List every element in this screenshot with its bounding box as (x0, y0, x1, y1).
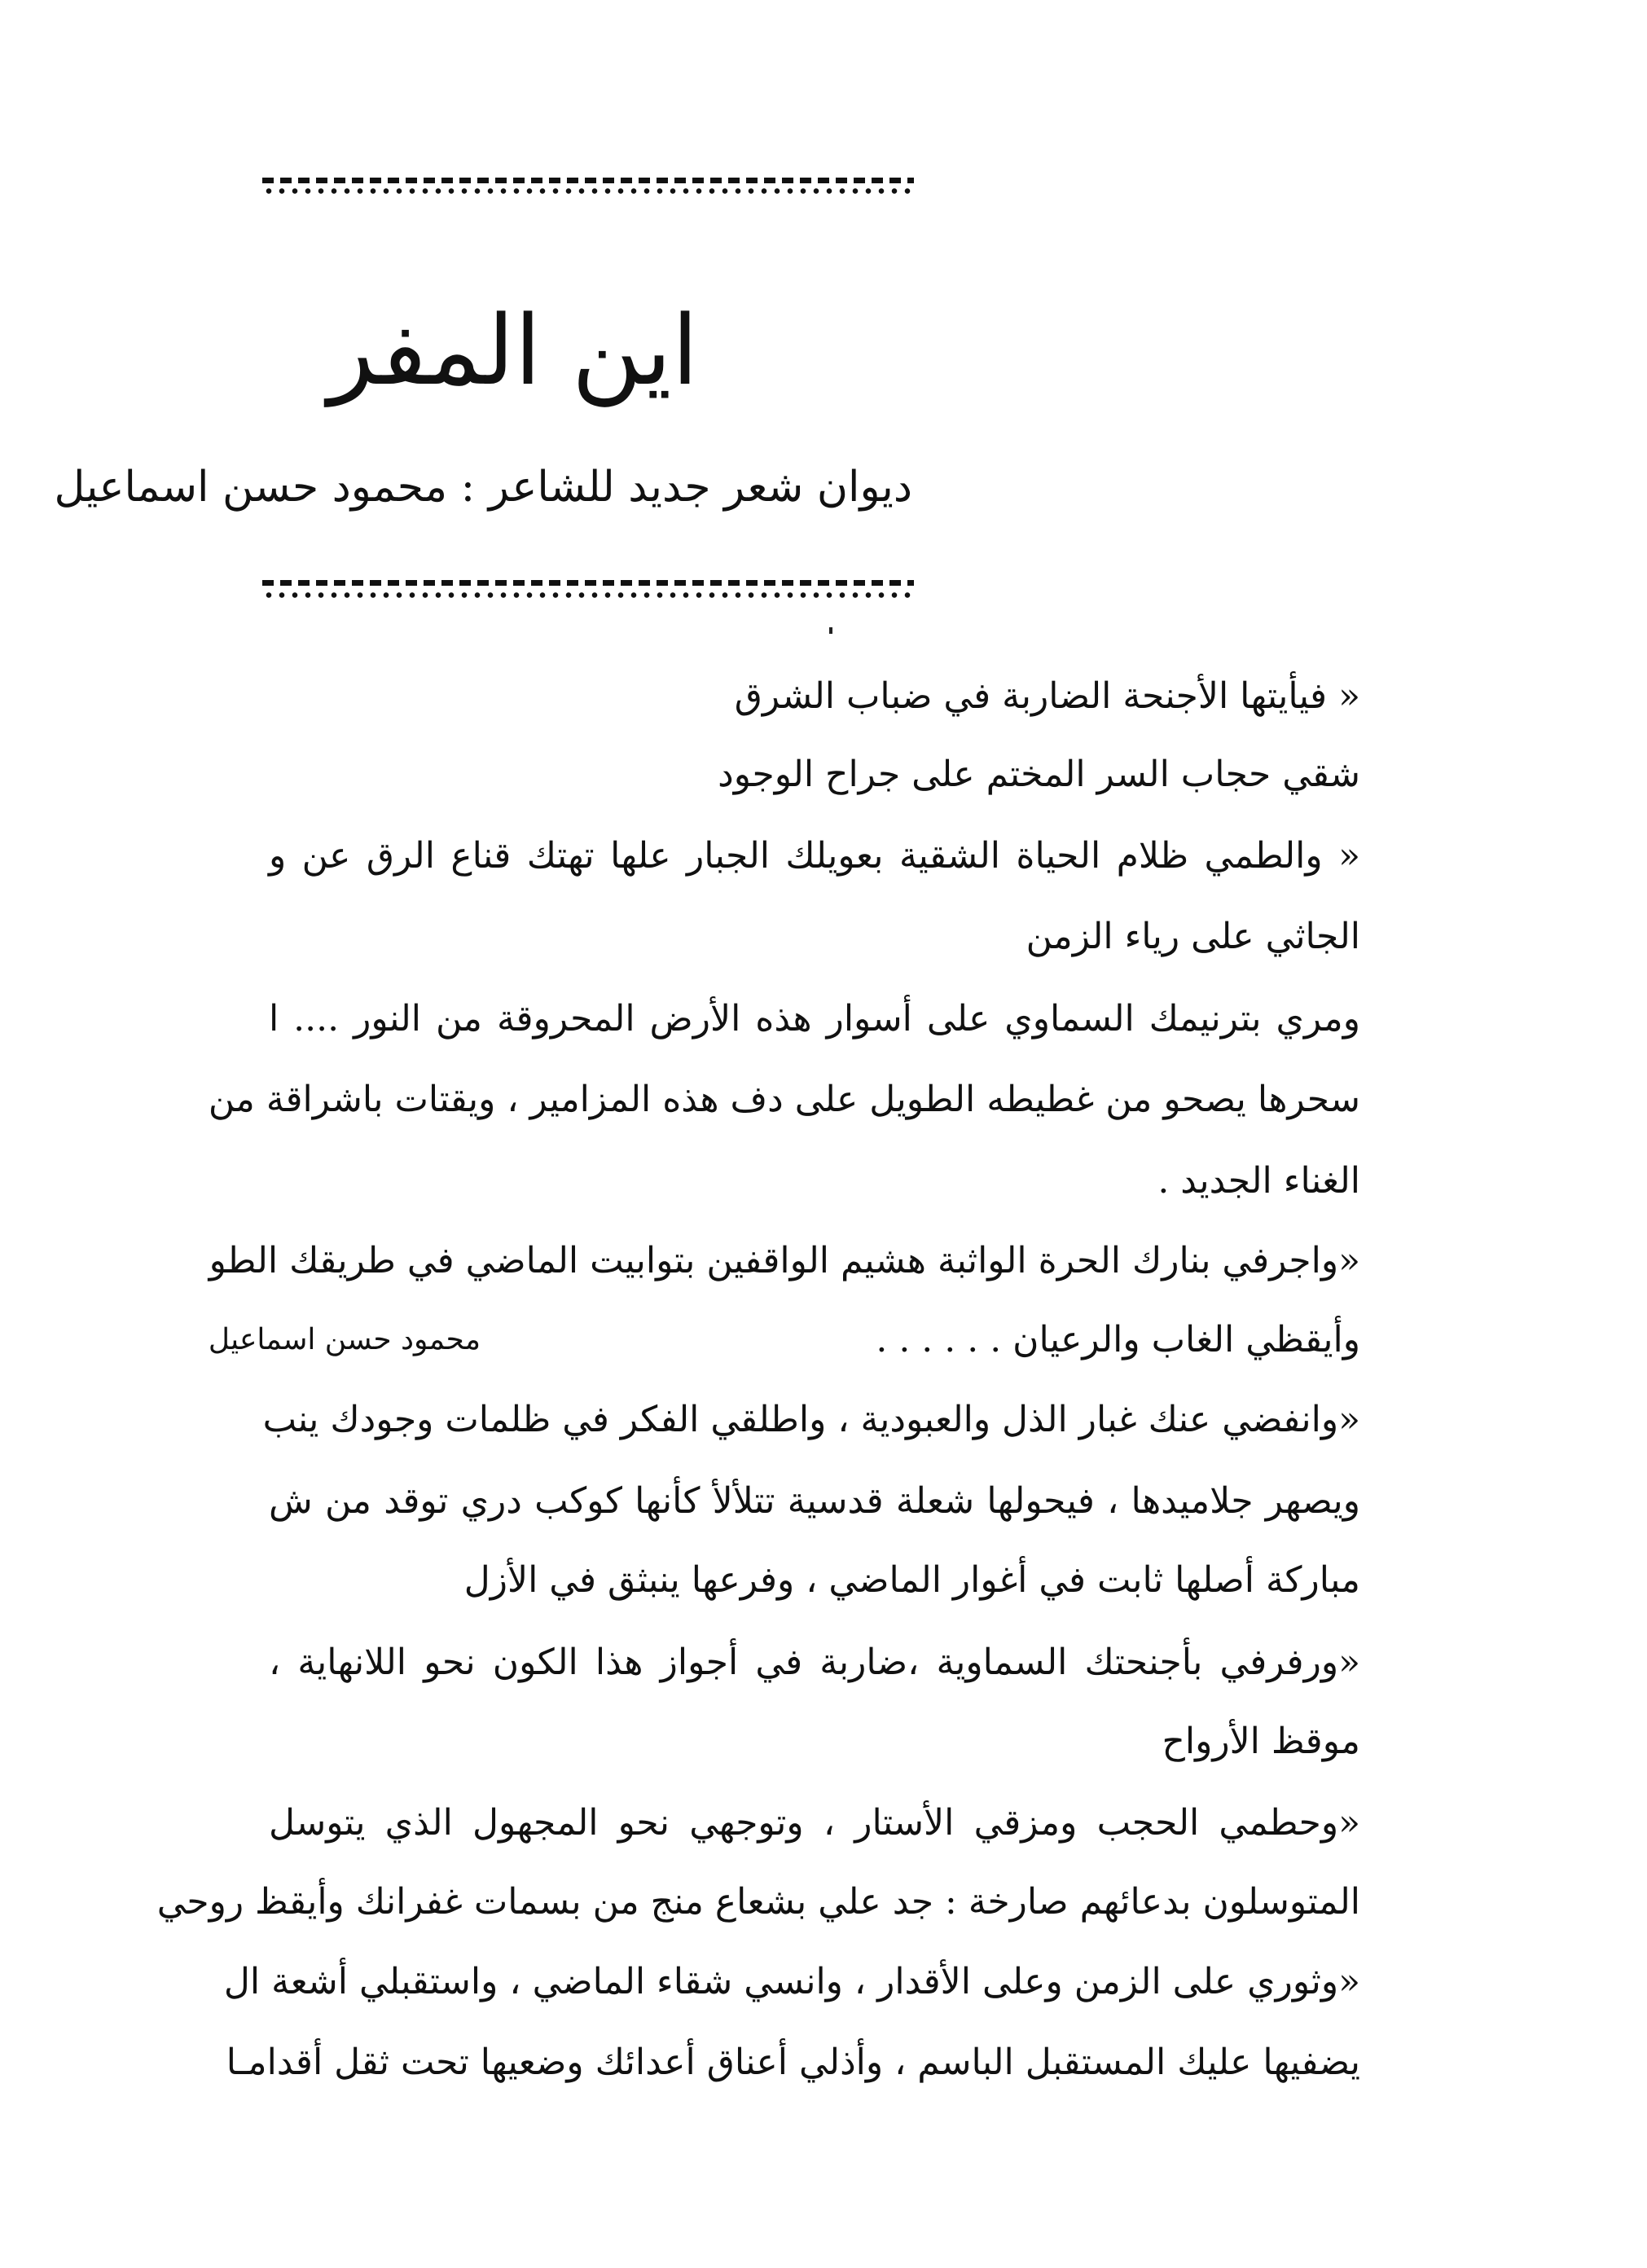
text-line: «واجرفي بنارك الحرة الواثبة هشيم الواقفين بتوابيت الماضي في طريقك الطو (209, 1240, 1360, 1281)
subtitle: ديوان شعر جديد للشاعر : محمود حسن اسماعيل (54, 463, 912, 512)
text-line: « والطمي ظلام الحياة الشقية بعويلك الجبار علها تهتك قناع الرق عن و (269, 835, 1360, 877)
text-line: موقظ الأرواح (1162, 1721, 1360, 1762)
top-ornament-rule (262, 178, 914, 199)
text-line: مباركة أصلها ثابت في أغوار الماضي ، وفرعها ينبثق في الأزل (463, 1559, 1360, 1601)
text-line: يضفيها عليك المستقبل الباسم ، وأذلي أعناق أعدائك وضعيها تحت ثقل أقدامـا (226, 2042, 1360, 2083)
text-line: الغناء الجديد . (1157, 1160, 1360, 1202)
text-line: «وحطمي الحجب ومزقي الأستار ، وتوجهي نحو المجهول الذي يتوسل (269, 1802, 1360, 1844)
page-title: اين المفر (327, 294, 699, 407)
bottom-ornament-rule (262, 580, 914, 601)
text-line: «وانفضي عنك غبار الذل والعبودية ، واطلقي الفكر في ظلمات وجودك ينب (262, 1399, 1360, 1440)
text-line: ويصهر جلاميدها ، فيحولها شعلة قدسية تتلألأ كأنها كوكب دري توقد من ش (269, 1480, 1360, 1522)
text-line: سحرها يصحو من غطيطه الطويل على دف هذه المزامير ، ويقتات باشراقة من (208, 1079, 1360, 1120)
text-line: ومري بترنيمك السماوي على أسوار هذه الأرض المحروقة من النور .... ا (269, 998, 1360, 1040)
text-line: « فيأيتها الأجنحة الضاربة في ضباب الشرق (734, 675, 1360, 717)
signature: محمود حسن اسماعيل (208, 1323, 481, 1356)
text-line: شقي حجاب السر المختم على جراح الوجود (718, 754, 1360, 795)
text-line: الجاثي على رياء الزمن (1026, 916, 1360, 957)
text-line-with-signature (208, 1308, 1360, 1373)
text-line: «وثوري على الزمن وعلى الأقدار ، وانسي شقاء الماضي ، واستقبلي أشعة ال (223, 1961, 1360, 2002)
text-line: «ورفرفي بأجنحتك السماوية ،ضاربة في أجواز هذا الكون نحو اللانهاية ، (269, 1642, 1360, 1683)
ink-speck (829, 627, 832, 634)
text-line: المتوسلون بدعائهم صارخة : جد علي بشعاع منج من بسمات غفرانك وأيقظ روحي (156, 1881, 1360, 1923)
text-line: وأيقظي الغاب والرعيان . . . . . . (876, 1319, 1360, 1360)
